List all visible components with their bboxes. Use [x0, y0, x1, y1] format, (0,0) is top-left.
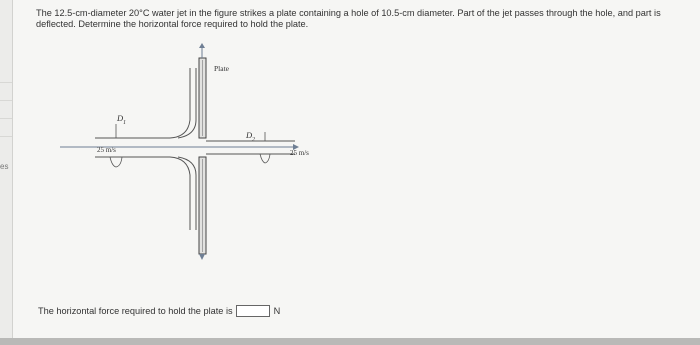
answer-row	[38, 305, 280, 317]
deflected-jet-up-inner	[178, 68, 196, 138]
d1-label: D	[117, 113, 124, 123]
gutter-label: es	[0, 162, 9, 171]
sidebar-edge	[0, 82, 12, 152]
bottom-bar	[0, 338, 700, 345]
d2-label: D	[246, 130, 253, 140]
outlet-velocity-label: 25 m/s	[290, 149, 309, 157]
jet-plate-figure	[60, 40, 390, 270]
deflected-jet-down-inner	[178, 157, 196, 230]
answer-input[interactable]	[236, 305, 270, 317]
deflected-jet-down-outer	[170, 157, 190, 230]
problem-statement: The 12.5-cm-diameter 20°C water jet in the figure strikes a plate containing a hole of 10.5-cm diameter. Part of the jet passes through the hole, and part is deflected. Determine the horizontal force required to hold the plate.	[36, 8, 661, 29]
plate-label: Plate	[214, 64, 229, 73]
d1-subscript: 1	[123, 120, 126, 126]
deflected-jet-up-outer	[170, 68, 190, 138]
d2-subscript: 2	[252, 137, 255, 143]
answer-prompt: The horizontal force required to hold the plate is	[38, 306, 233, 316]
answer-unit: N	[273, 306, 281, 316]
inlet-velocity-label: 25 m/s	[97, 146, 116, 154]
